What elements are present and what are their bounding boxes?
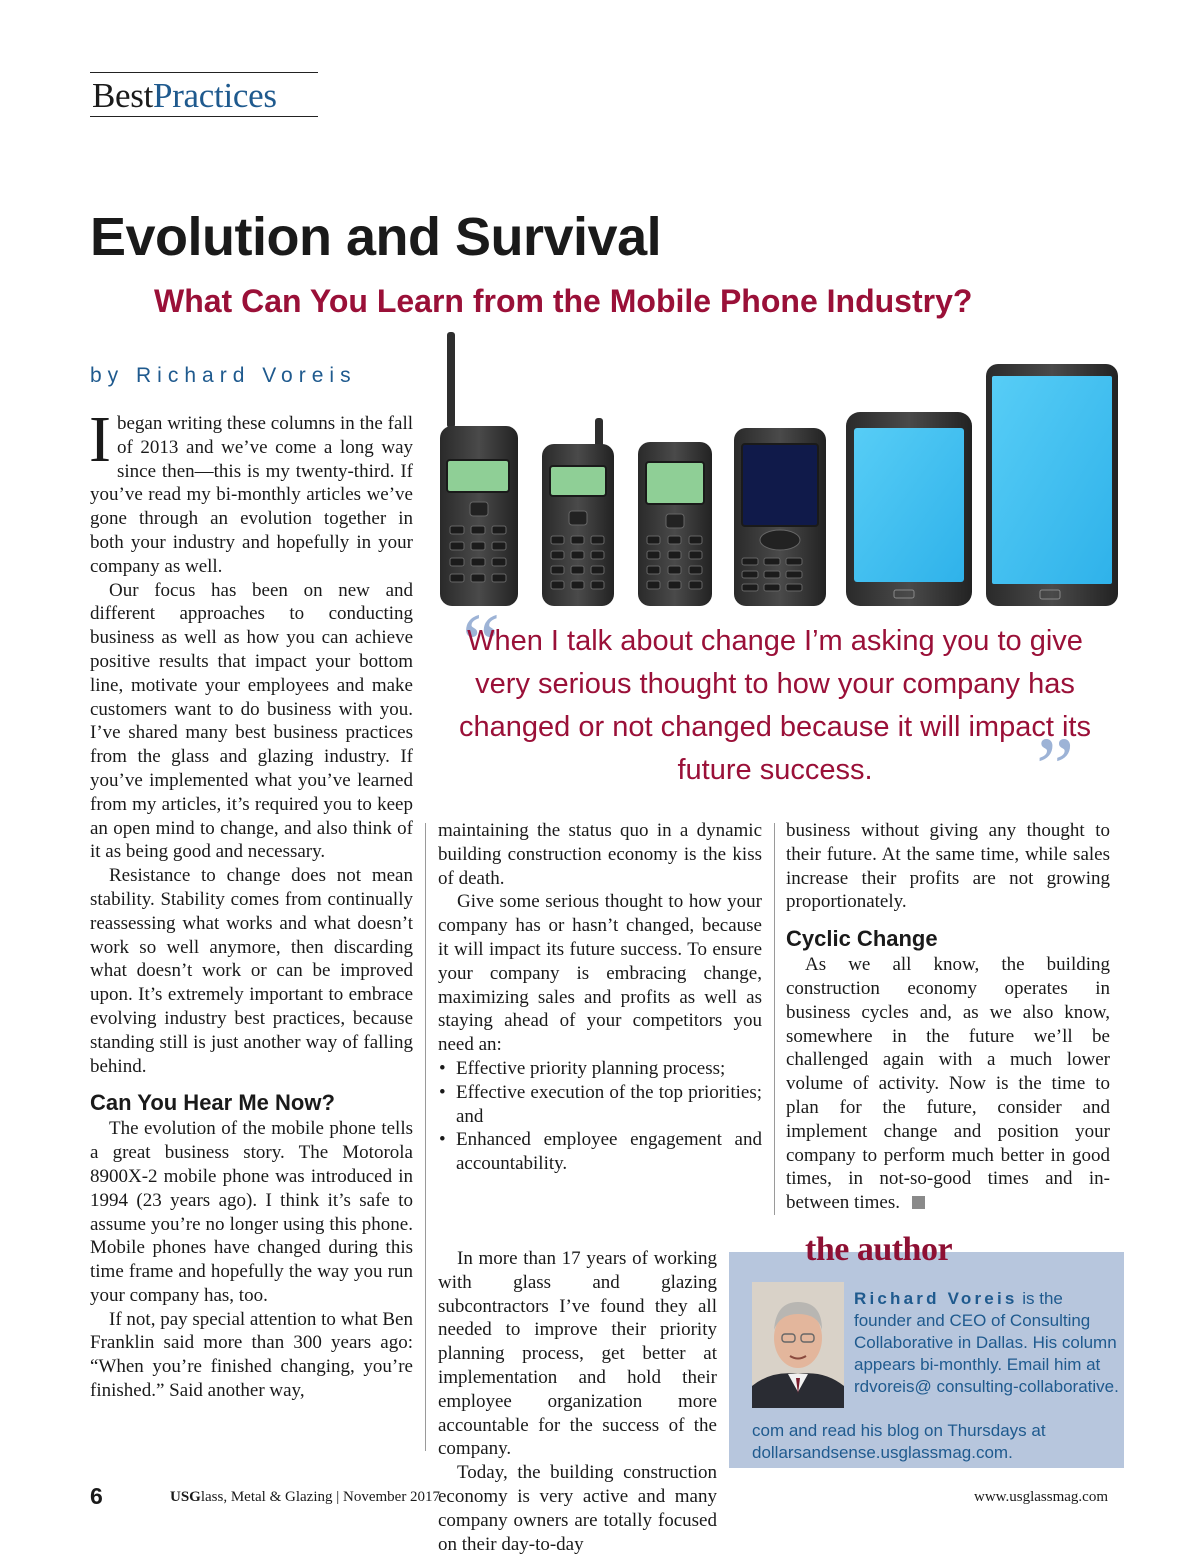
column-3 xyxy=(786,819,1110,1215)
list-item: • Effective execution of the top priorities; and xyxy=(438,1081,762,1129)
footer-date: November 2017 xyxy=(343,1489,441,1505)
article-title: Evolution and Survival xyxy=(90,207,662,267)
footer-publication xyxy=(170,1487,440,1507)
end-mark-icon xyxy=(912,1196,925,1209)
paragraph xyxy=(89,403,413,579)
author-name: Richard Voreis xyxy=(854,1289,1018,1308)
paragraph: In more than 17 years of working with glass and glazing subcontractors I’ve found they all needed to improve their priority planning process, get better at implementation and hold their employee organization more accountable for the success of the company. xyxy=(438,1248,717,1460)
column-1 xyxy=(89,403,413,1403)
footer-mag-rest: lass, Metal & Glazing xyxy=(200,1489,333,1505)
quote-open-icon: “ xyxy=(462,595,501,691)
brick-phone-icon xyxy=(440,332,518,606)
section-label xyxy=(92,76,277,116)
paragraph: The evolution of the mobile phone tells a great business story. The Motorola 8900X-2 mobile phone was introduced in 1994 (23 years ago). I think it’s safe to assume you’re no longer using this phone. Mobile phones have changed during this time frame and hopefully the way you run your company has, too. xyxy=(90,1118,413,1306)
paragraph: business without giving any thought to their future. At the same time, while sales increase their profits are not growing proportionately. xyxy=(786,820,1110,913)
section-rule-bottom xyxy=(90,116,318,117)
footer-separator: | xyxy=(336,1489,340,1505)
touchscreen-phone-icon xyxy=(846,412,972,606)
compact-phone-icon xyxy=(542,418,614,606)
column-divider xyxy=(425,823,426,1451)
smartphone-icon xyxy=(734,428,826,606)
section-rule-top xyxy=(90,72,318,73)
list-item: • Effective priority planning process; xyxy=(438,1057,762,1081)
column-2-continued xyxy=(438,1247,717,1556)
subheading: Can You Hear Me Now? xyxy=(90,1090,335,1116)
footer-mag-bold: USG xyxy=(170,1489,201,1505)
footer-url: www.usglassmag.com xyxy=(974,1489,1109,1505)
column-2 xyxy=(438,819,762,1176)
paragraph: Our focus has been on new and different approaches to conducting business as well as how you can achieve positive results that impact your bottom line, motivate your employees and make customers want to do business with you. I’ve shared many best business practices from the glass and glazing industry. If you’ve implemented what you’ve learned from my articles, it’s required you to keep an open mind to change, and also think of it as being good and necessary. xyxy=(90,579,413,863)
paragraph: If not, pay special attention to what Ben Franklin said more than 300 years ago: “When you’re finished changing, you’re finished.” Said another way, xyxy=(90,1308,413,1402)
paragraph-text: began writing these columns in the fall of 2013 and we’ve come a long way since then—this is my twenty-third. If you’ve read my bi-monthly articles we’ve gone through an evolution together in both your industry and hopefully in your company as well. xyxy=(90,413,413,577)
byline: by Richard Voreis xyxy=(90,364,357,387)
quote-close-icon: ” xyxy=(1036,719,1075,815)
paragraph: Resistance to change does not mean stability. Stability comes from continually reassessing what works and what doesn’t work so well anymore, then discarding what doesn’t work or can be improved upon. It’s extremely important to embrace evolving industry best practices, because standing still is just another way of falling behind. xyxy=(90,865,413,1077)
article-subtitle: What Can You Learn from the Mobile Phone Industry? xyxy=(154,283,973,319)
drop-cap: I xyxy=(89,403,111,476)
list-item: • Enhanced employee engagement and accountability. xyxy=(438,1128,762,1176)
paragraph xyxy=(786,953,1110,1215)
author-heading: the author xyxy=(805,1231,953,1268)
author-bio xyxy=(854,1288,1119,1398)
section-label-practices: Practices xyxy=(153,76,277,115)
bullet-list xyxy=(438,1057,762,1176)
tablet-icon xyxy=(986,364,1118,606)
column-divider xyxy=(774,823,775,1215)
paragraph: maintaining the status quo in a dynamic building construction economy is the kiss of death. xyxy=(438,820,762,889)
section-label-best: Best xyxy=(92,76,154,115)
author-bio-text: is the founder and CEO of Consulting Collaborative in Dallas. His column appears bi-monthly. Email him at rdvoreis@ consulting-collaborative. xyxy=(854,1289,1119,1396)
feature-phone-icon xyxy=(638,442,712,606)
paragraph: Give some serious thought to how your company has or hasn’t changed, because it will impact its future success. To ensure your company is embracing change, maximizing sales and profits as well as staying ahead of your competitors you need an: xyxy=(438,891,762,1056)
paragraph-text: As we all know, the building construction economy operates in business cycles and, as we also know, somewhere in the future we’ll be challenged again with a much lower volume of activity. Now is the time to plan for the future, consider and implement change and position your company to perform much better in good times, in not-so-good times and in-between times. xyxy=(786,954,1110,1214)
subheading: Cyclic Change xyxy=(786,926,938,952)
paragraph: Today, the building construction economy is very active and many company owners are totally focused on their day-to-day xyxy=(438,1462,717,1555)
author-portrait xyxy=(752,1282,844,1408)
page-number: 6 xyxy=(90,1483,103,1509)
pull-quote: When I talk about change I’m asking you to give very serious thought to how your company has changed or not changed because it will impact its future success. xyxy=(459,625,1091,786)
phone-evolution-illustration xyxy=(430,330,1130,610)
author-bio-continued: com and read his blog on Thursdays at dollarsandsense.usglassmag.com. xyxy=(752,1421,1046,1462)
